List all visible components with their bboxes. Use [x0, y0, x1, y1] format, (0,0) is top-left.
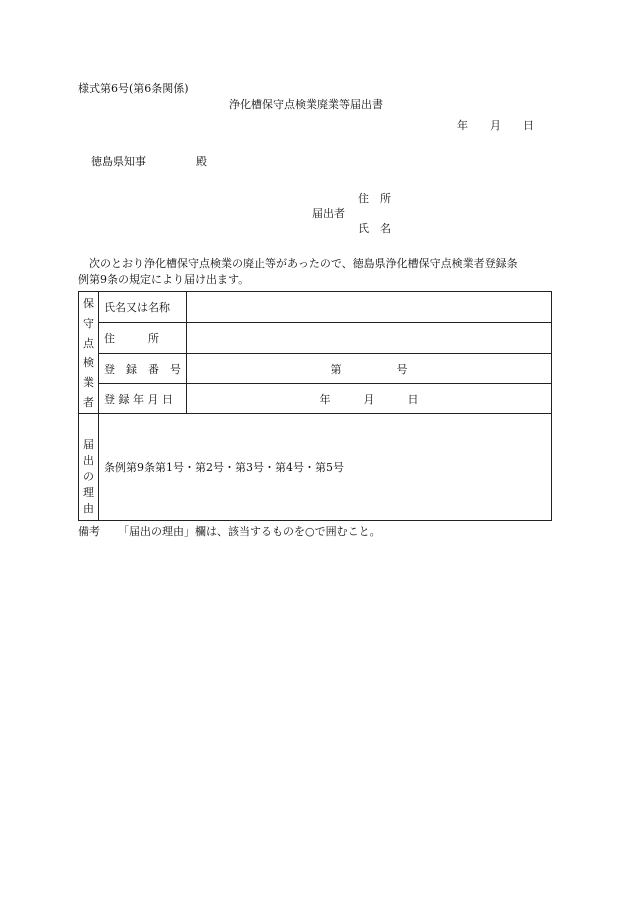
- document-title: 浄化槽保守点検業廃業等届出書: [229, 98, 383, 111]
- body-line-1: 次のとおり浄化槽保守点検業の廃止等があったので、徳島県浄化槽保守点検業者登録条: [78, 257, 518, 270]
- row-name-label: 氏名又は名称: [99, 292, 187, 323]
- body-paragraph: [78, 256, 554, 288]
- regno-value-field[interactable]: 第 号: [187, 354, 552, 384]
- notifier-label: 届出者: [312, 207, 345, 220]
- notification-table: [78, 291, 552, 521]
- note-label: 備考: [78, 525, 100, 538]
- regdate-value-field[interactable]: 年 月 日: [187, 384, 552, 414]
- address-label: 住 所: [358, 192, 391, 205]
- name-value-field[interactable]: [187, 292, 552, 323]
- operator-group-label: 保 守 点 検 業 者: [79, 292, 99, 414]
- row-regno-label: 登 録 番 号: [99, 354, 187, 384]
- name-label: 氏 名: [358, 222, 391, 235]
- addressee: 徳島県知事: [91, 155, 146, 168]
- row-address-label: 住 所: [99, 323, 187, 354]
- address-value-field[interactable]: [187, 323, 552, 354]
- row-regdate-label: 登 録 年 月 日: [99, 384, 187, 414]
- reason-group-label: 届 出 の 理 由: [79, 414, 99, 521]
- form-number: 様式第6号(第6条関係): [78, 82, 189, 95]
- date-line: 年 月 日: [457, 119, 534, 132]
- honorific: 殿: [196, 155, 207, 168]
- note-text: 「届出の理由」欄は、該当するものを○で囲むこと。: [118, 525, 381, 538]
- reason-options[interactable]: 条例第9条第1号・第2号・第3号・第4号・第5号: [99, 414, 552, 521]
- body-line-2: 例第9条の規定により届け出ます。: [78, 273, 250, 286]
